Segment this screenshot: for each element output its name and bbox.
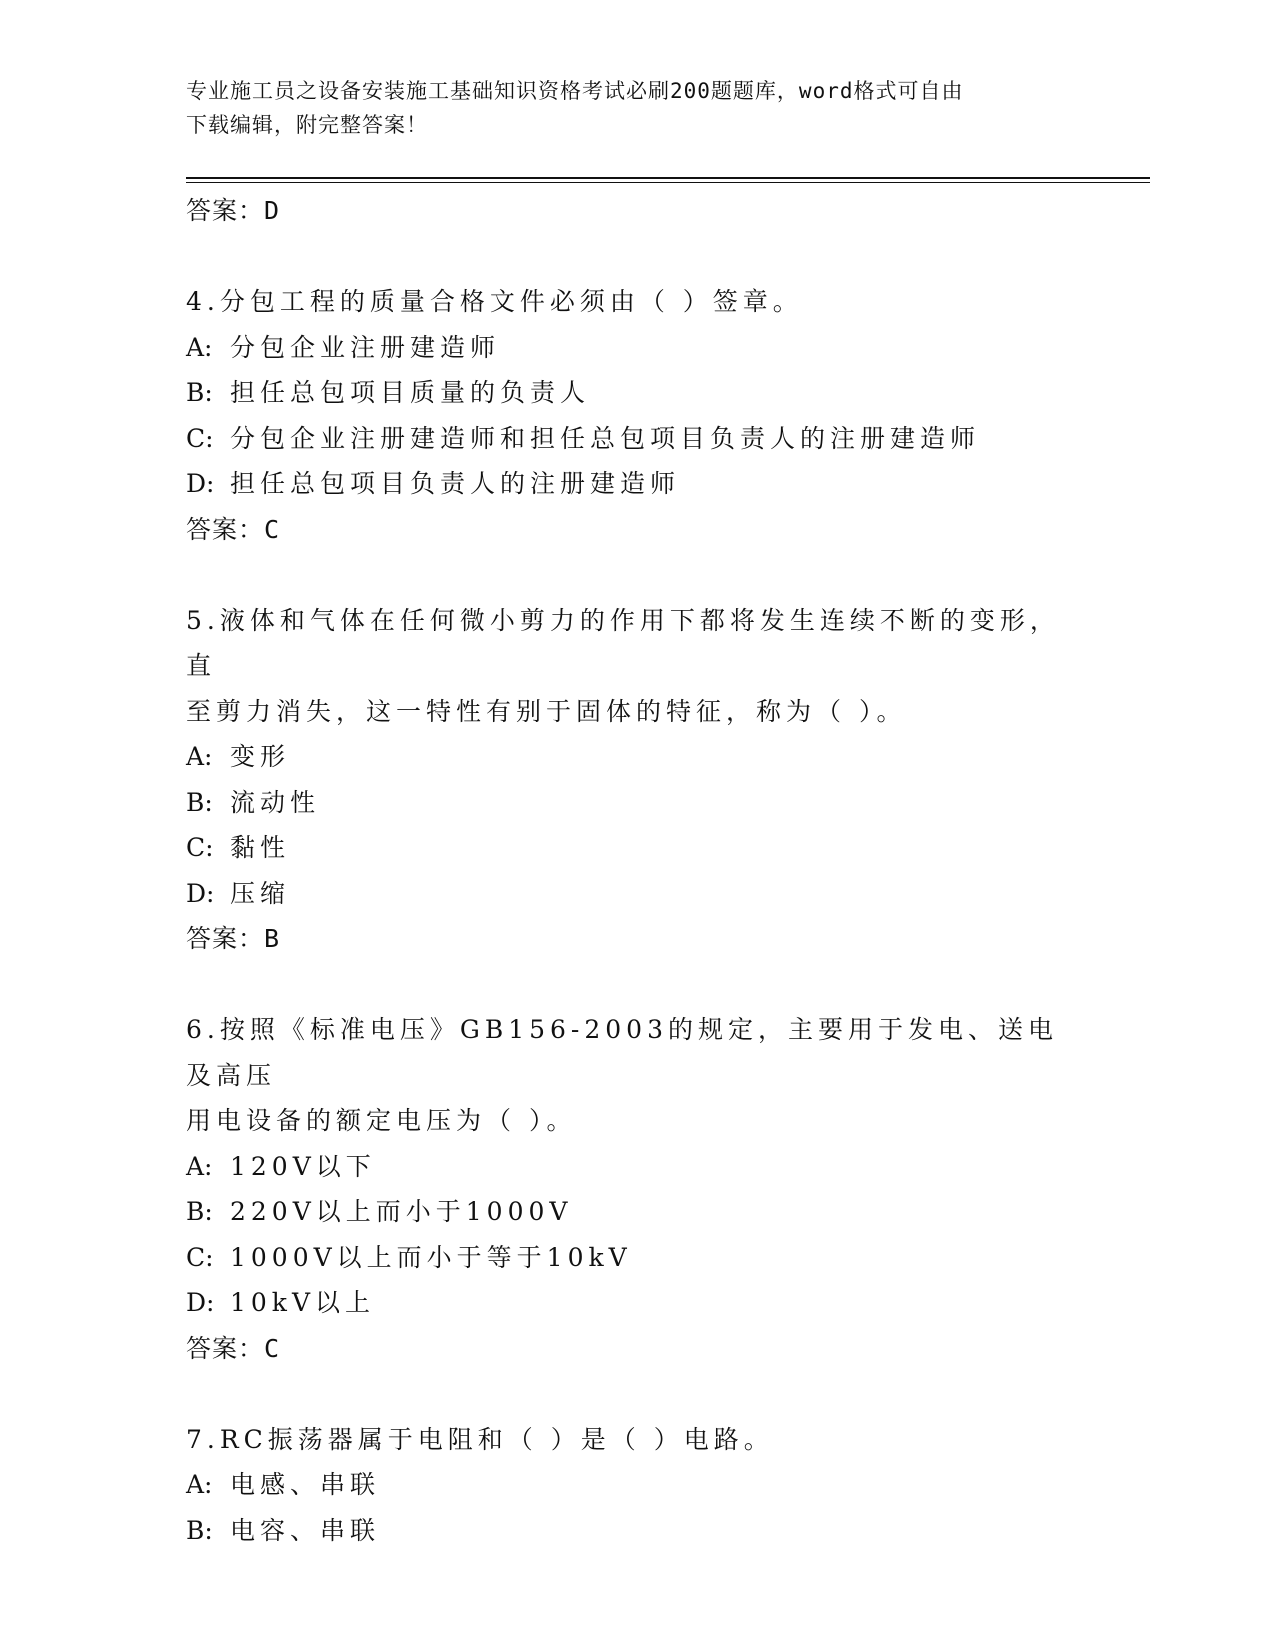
option-text: 分包企业注册建造师和担任总包项目负责人的注册建造师 — [230, 423, 981, 453]
answer-line: 答案：C — [186, 514, 281, 544]
spacer — [186, 552, 1086, 598]
question-block — [186, 1007, 1086, 1371]
option-letter: B: — [186, 787, 213, 817]
question-block — [186, 279, 1086, 552]
option-a — [186, 325, 1086, 371]
option-text: 电容、串联 — [230, 1515, 381, 1545]
question-text-line: 6.按照《标准电压》GB156-2003的规定，主要用于发电、送电及高压 — [186, 1015, 1058, 1090]
option-a — [186, 734, 1086, 780]
header-rule-thin — [186, 182, 1150, 183]
option-letter: C: — [186, 833, 214, 862]
option-text: 担任总包项目质量的负责人 — [230, 378, 591, 407]
option-b — [186, 370, 1086, 416]
option-letter: B: — [186, 1515, 213, 1545]
header-rule-thick — [186, 177, 1150, 179]
option-text: 流动性 — [230, 787, 321, 817]
option-letter: B: — [186, 378, 213, 407]
option-a — [186, 1462, 1086, 1508]
question-list — [186, 188, 1086, 1553]
option-letter: C: — [186, 1242, 214, 1272]
option-b — [186, 1508, 1086, 1554]
option-d — [186, 461, 1086, 507]
option-c — [186, 1235, 1086, 1281]
option-letter: D: — [186, 469, 215, 498]
document-header — [186, 74, 1066, 142]
option-a — [186, 1144, 1086, 1190]
answer-line: 答案：C — [186, 1333, 281, 1363]
question-text-line: 用电设备的额定电压为（ ）。 — [186, 1106, 577, 1135]
spacer — [186, 233, 1086, 279]
option-letter: D: — [186, 1288, 215, 1317]
option-c — [186, 825, 1086, 871]
option-text: 电感、串联 — [230, 1470, 381, 1499]
previous-answer: 答案：D — [186, 196, 281, 225]
option-text: 分包企业注册建造师 — [230, 332, 501, 362]
question-text-line: 4.分包工程的质量合格文件必须由（ ）签章。 — [186, 287, 803, 316]
spacer — [186, 1371, 1086, 1417]
question-block — [186, 1417, 1086, 1554]
option-letter: D: — [186, 878, 215, 908]
option-b — [186, 780, 1086, 826]
question-text — [186, 279, 1086, 325]
question-text — [186, 598, 1086, 735]
option-text: 10kV以上 — [230, 1288, 376, 1317]
question-text — [186, 1007, 1086, 1144]
header-line-1: 专业施工员之设备安装施工基础知识资格考试必刷200题题库，word格式可自由 — [186, 79, 964, 103]
option-text: 压缩 — [230, 878, 291, 908]
spacer — [186, 961, 1086, 1007]
option-letter: A: — [186, 1470, 213, 1499]
option-letter: A: — [186, 332, 213, 362]
option-letter: A: — [186, 742, 213, 771]
option-d — [186, 1280, 1086, 1326]
question-text — [186, 1417, 1086, 1463]
option-d — [186, 871, 1086, 917]
option-b — [186, 1189, 1086, 1235]
question-block — [186, 598, 1086, 962]
option-text: 120V以下 — [230, 1151, 376, 1181]
question-text-line: 至剪力消失，这一特性有别于固体的特征，称为（ ）。 — [186, 696, 907, 726]
header-line-2: 下载编辑，附完整答案！ — [186, 113, 428, 137]
option-text: 黏性 — [230, 833, 291, 862]
option-c — [186, 416, 1086, 462]
option-letter: C: — [186, 423, 214, 453]
option-text: 220V以上而小于1000V — [230, 1197, 573, 1226]
option-letter: A: — [186, 1151, 213, 1181]
question-text-line: 7.RC振荡器属于电阻和（ ）是（ ）电路。 — [186, 1424, 774, 1454]
option-text: 变形 — [230, 742, 291, 771]
option-letter: B: — [186, 1197, 213, 1226]
answer-line: 答案：B — [186, 924, 281, 953]
option-text: 担任总包项目负责人的注册建造师 — [230, 469, 681, 498]
option-text: 1000V以上而小于等于10kV — [230, 1242, 632, 1272]
question-text-line: 5.液体和气体在任何微小剪力的作用下都将发生连续不断的变形，直 — [186, 605, 1060, 680]
